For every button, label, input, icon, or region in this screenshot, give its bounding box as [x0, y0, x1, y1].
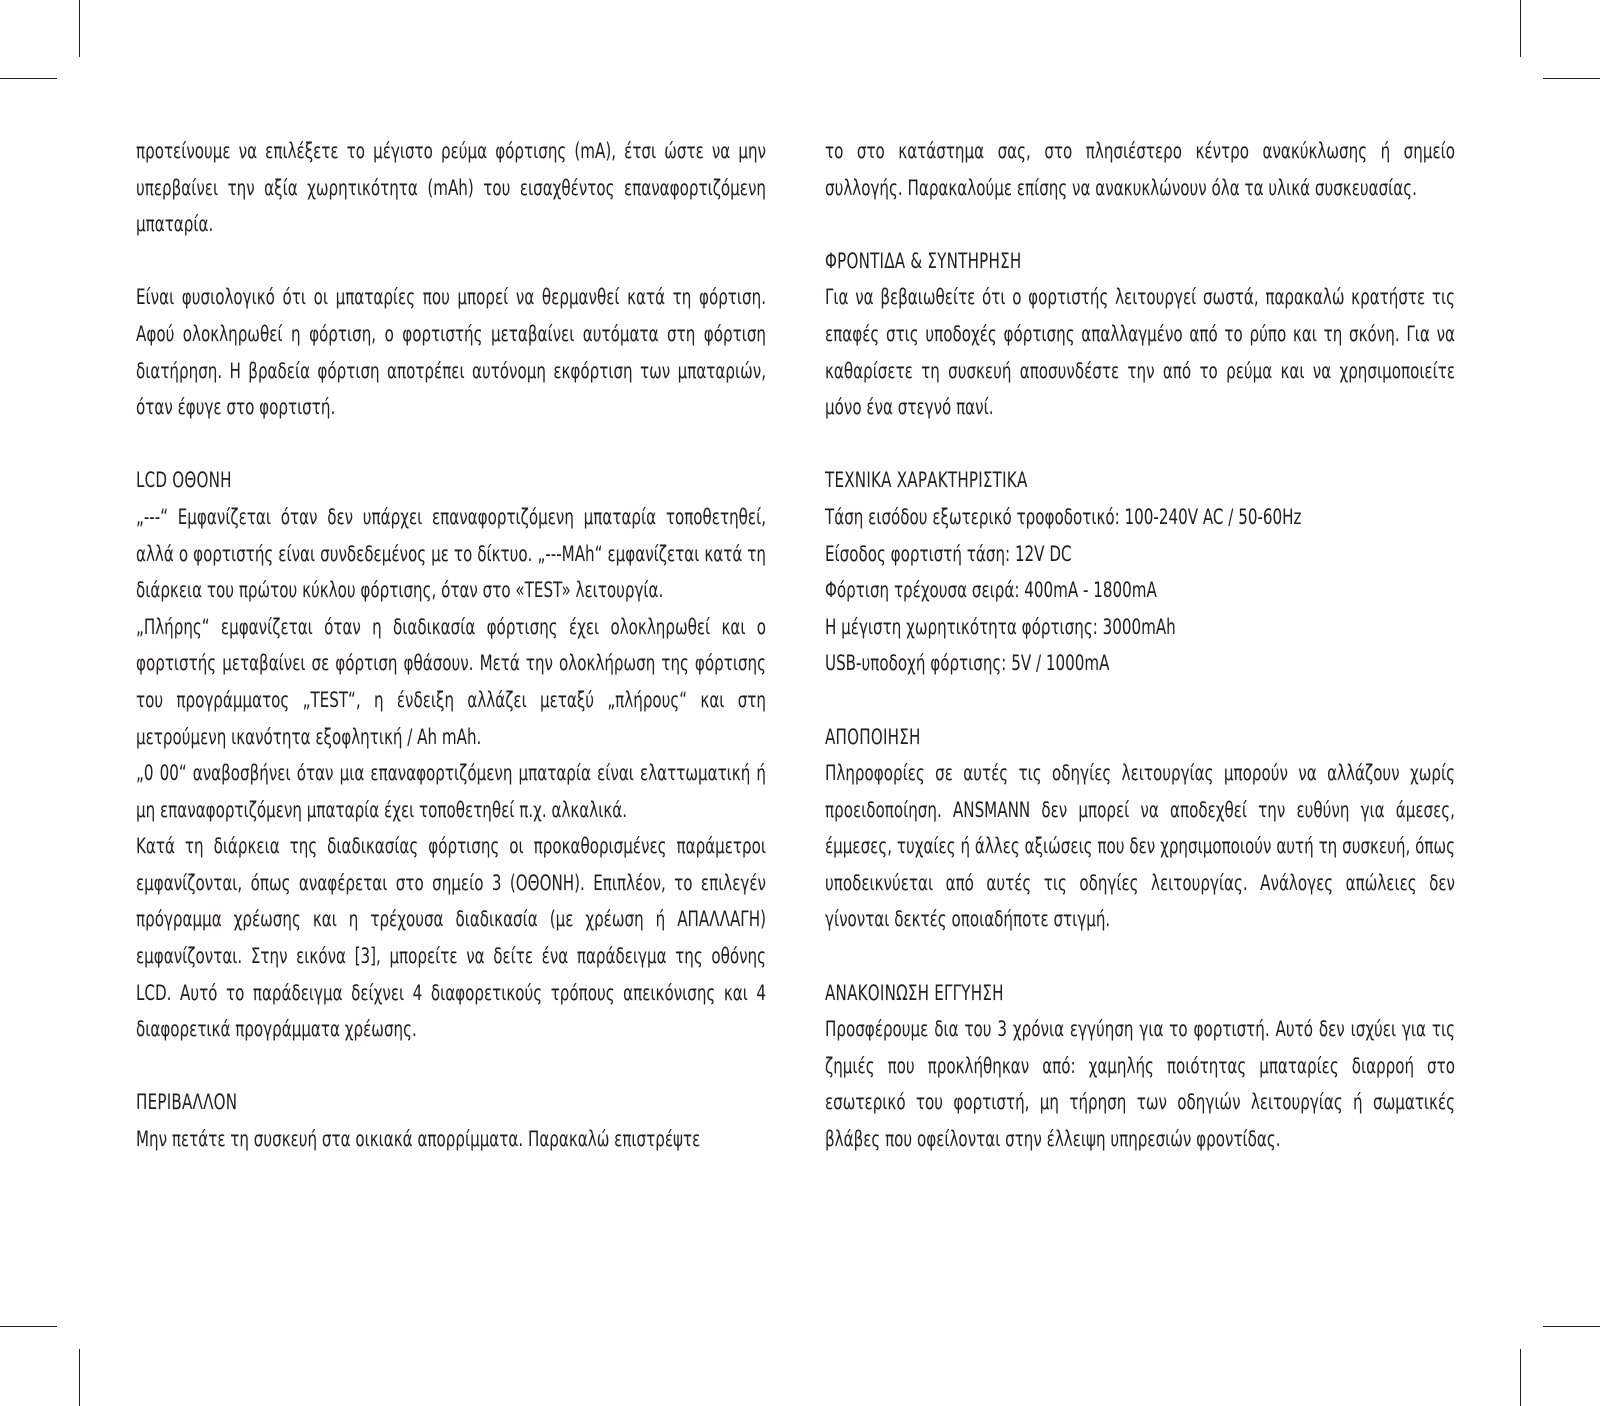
warranty-paragraph: Προσφέρουμε δια του 3 χρόνια εγγύηση για το φορτιστή. Αυτό δεν ισχύει για τις ζημιές που προκλήθηκαν από: χαμηλής ποιότητας μπαταρίες διαρροή στο εσωτερικό του φορτιστή, μη τήρηση των οδηγιών λειτουργίας ή σωματικές βλάβες που οφείλονται στην έλλειψη υπηρεσιών φροντίδας.: [825, 1017, 1455, 1152]
heating-paragraph: Είναι φυσιολογικό ότι οι μπαταρίες που μπορεί να θερμανθεί κατά τη φόρτιση. Αφού ολοκληρωθεί η φόρτιση, ο φορτιστής μεταβαίνει αυτόματα στη φόρτιση διατήρηση. Η βραδεία φόρτιση αποτρέπει αυτόνομη εκφόρτιση των μπαταριών, όταν έφυγε στο φορτιστή.: [136, 285, 766, 420]
crop-mark-top-left-horizontal: [0, 78, 57, 79]
specs-heading: ΤΕΧΝΙΚΑ ΧΑΡΑΚΤΗΡΙΣΤΙΚΑ: [825, 468, 1028, 493]
right-column: [825, 133, 1455, 1158]
lcd-heading: LCD ΟΘΟΝΗ: [136, 468, 232, 493]
care-paragraph: Για να βεβαιωθείτε ότι ο φορτιστής λειτουργεί σωστά, παρακαλώ κρατήστε τις επαφές στις υποδοχές φόρτισης απαλλαγμένο από το ρύπο και τη σκόνη. Για να καθαρίσετε τη συσκευή αποσυνδέστε την από το ρεύμα και να χρησιμοποιείτε μόνο ένα στεγνό πανί.: [825, 285, 1455, 420]
environment-paragraph-start: Μην πετάτε τη συσκευή στα οικιακά απορρίμματα. Παρακαλώ επιστρέψτε: [136, 1127, 701, 1152]
environment-paragraph-end: το στο κατάστημα σας, στο πλησιέστερο κέντρο ανακύκλωσης ή σημείο συλλογής. Παρακαλούμε επίσης να ανακυκλώνουν όλα τα υλικά συσκευασίας.: [825, 139, 1455, 200]
lcd-paragraph-4: Κατά τη διάρκεια της διαδικασίας φόρτισης οι προκαθορισμένες παράμετροι εμφανίζονται, όπως αναφέρεται στο σημείο 3 (ΟΘΟΝΗ). Επιπλέον, το επιλεγέν πρόγραμμα χρέωσης και η τρέχουσα διαδικασία (με χρέωση ή ΑΠΑΛΛΑΓΗ) εμφανίζονται. Στην εικόνα [3], μπορείτε να δείτε ένα παράδειγμα της οθόνης LCD. Αυτό το παράδειγμα δείχνει 4 διαφορετικούς τρόπους απεικόνισης και 4 διαφορετικά προγράμματα χρέωσης.: [136, 834, 766, 1042]
intro-paragraph: προτείνουμε να επιλέξετε το μέγιστο ρεύμα φόρτισης (mA), έτσι ώστε να μην υπερβαίνει την αξία χωρητικότητα (mAh) του εισαχθέντος επαναφορτιζόμενη μπαταρία.: [136, 139, 766, 237]
crop-mark-top-left-vertical: [79, 0, 80, 57]
spec-charging-current: Φόρτιση τρέχουσα σειρά: 400mA - 1800mA: [825, 578, 1157, 603]
spec-input-voltage: Τάση εισόδου εξωτερικό τροφοδοτικό: 100-240V AC / 50-60Hz: [825, 504, 1302, 529]
crop-mark-bottom-left-horizontal: [0, 1326, 57, 1327]
spec-usb-output: USB-υποδοχή φόρτισης: 5V / 1000mA: [825, 651, 1110, 676]
crop-mark-top-right-vertical: [1520, 0, 1521, 57]
lcd-paragraph-3: „0 00“ αναβοσβήνει όταν μια επαναφορτιζόμενη μπαταρία είναι ελαττωματική ή μη επαναφορτιζόμενη μπαταρία έχει τοποθετηθεί π.χ. αλκαλικά.: [136, 761, 766, 822]
crop-mark-top-right-horizontal: [1543, 78, 1600, 79]
spec-charger-input: Είσοδος φορτιστή τάση: 12V DC: [825, 541, 1072, 566]
crop-mark-bottom-left-vertical: [79, 1349, 80, 1406]
crop-mark-bottom-right-horizontal: [1543, 1326, 1600, 1327]
spec-max-capacity: Η μέγιστη χωρητικότητα φόρτισης: 3000mAh: [825, 614, 1176, 639]
crop-mark-bottom-right-vertical: [1520, 1349, 1521, 1406]
warranty-heading: ΑΝΑΚΟΙΝΩΣΗ ΕΓΓΥΗΣΗ: [825, 980, 1004, 1005]
lcd-paragraph-1: „---“ Εμφανίζεται όταν δεν υπάρχει επαναφορτιζόμενη μπαταρία τοποθετηθεί, αλλά ο φορτιστής είναι συνδεδεμένος με το δίκτυο. „---MAh“ εμφανίζεται κατά τη διάρκεια του πρώτου κύκλου φόρτισης, όταν στο «TEST» λειτουργία.: [136, 504, 766, 603]
disclaimer-heading: ΑΠΟΠΟΙΗΣΗ: [825, 724, 921, 749]
care-heading: ΦΡΟΝΤΙΔΑ & ΣΥΝΤΗΡΗΣΗ: [825, 248, 1022, 273]
left-column: [136, 133, 766, 1158]
disclaimer-paragraph: Πληροφορίες σε αυτές τις οδηγίες λειτουργίας μπορούν να αλλάζουν χωρίς προειδοποίηση. ANSMANN δεν μπορεί να αποδεχθεί την ευθύνη για άμεσες, έμμεσες, τυχαίες ή άλλες αξιώσεις που δεν χρησιμοποιούν αυτή τη συσκευή, όπως υποδεικνύεται από αυτές τις οδηγίες λειτουργίας. Ανάλογες απώλειες δεν γίνονται δεκτές οποιαδήποτε στιγμή.: [825, 761, 1455, 932]
environment-heading: ΠΕΡΙΒΑΛΛΟΝ: [136, 1090, 238, 1115]
lcd-paragraph-2: „Πλήρης“ εμφανίζεται όταν η διαδικασία φόρτισης έχει ολοκληρωθεί και ο φορτιστής μεταβαίνει σε φόρτιση φθάσουν. Μετά την ολοκλήρωση της φόρτισης του προγράμματος „TEST“, η ένδειξη αλλάζει μεταξύ „πλήρους“ και στη μετρούμενη ικανότητα εξοφλητική / Ah mAh.: [136, 614, 766, 749]
